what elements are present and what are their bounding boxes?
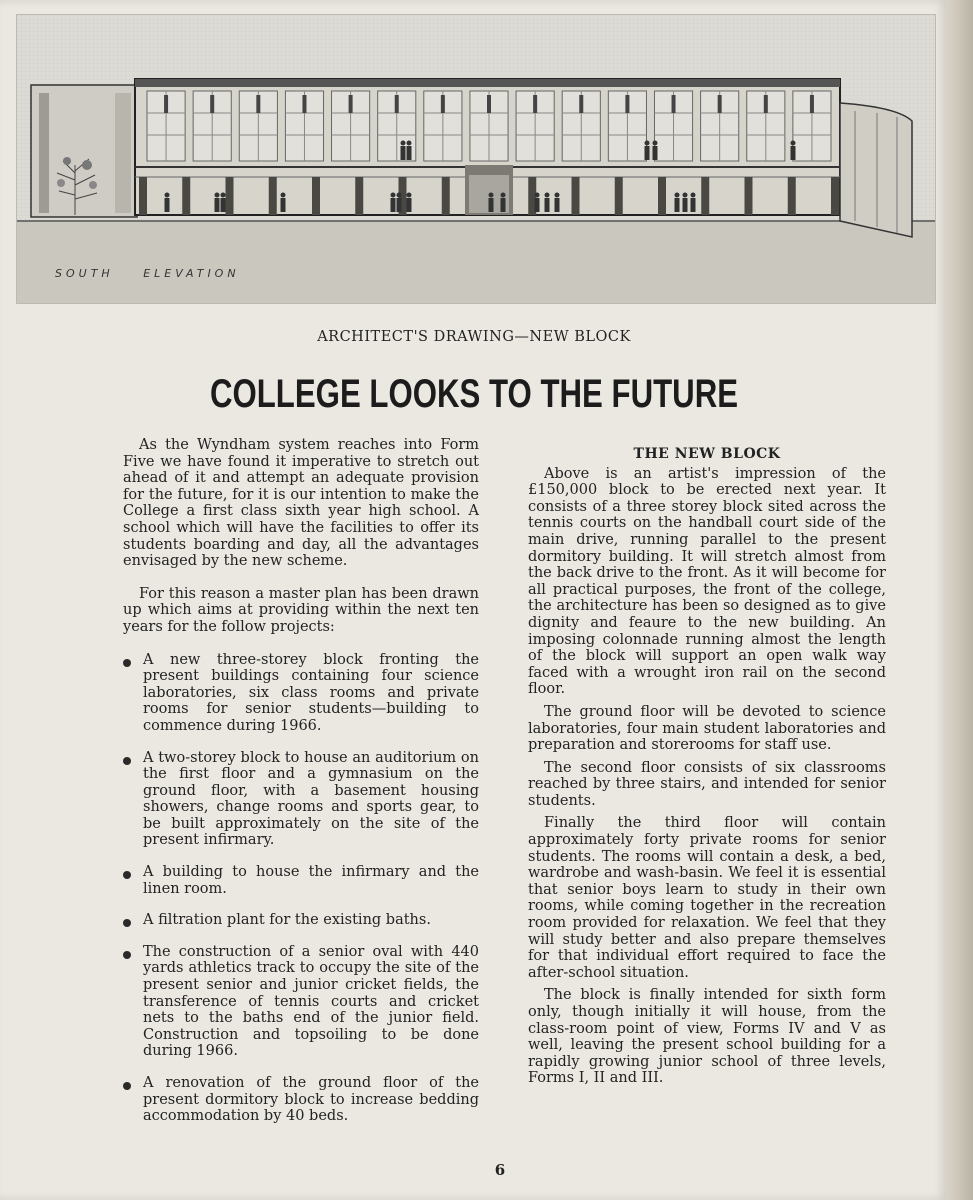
project-text: A new three-storey block fronting the present buildings containing four science laboratories, six class rooms and private rooms for senior students—building to commence during 1966. [143, 651, 479, 734]
project-text: The construction of a senior oval with 440 yards athletics track to occupy the site of the present senior and junior cricket fields, the transference of tennis courts and cricket nets to the baths end of the junior field. Construction and topsoiling to be done during 1966. [143, 943, 479, 1060]
body-paragraph: Finally the third floor will contain approximately forty private rooms for senior students. The rooms will contain a desk, a bed, wardrobe and wash-basin. We feel it is essential that senior boys learn to study in their own rooms, while coming together in the recreation room provided for relaxation. We feel that they will study better and also prepare themselves for that individual effort required to face the after-school situation. [528, 815, 886, 981]
project-text: A renovation of the ground floor of the present dormitory block to increase bedding accommodation by 40 beds. [143, 1075, 479, 1125]
intro-paragraph: As the Wyndham system reaches into Form Five we have found it imperative to stretch out ahead of it and attempt an adequate provision for the future, for it is our intention to make the College a first class sixth year high school. A school which will have the facilities to offer its students boarding and day, all the advantages envisaged by the new scheme. [123, 437, 479, 570]
bullet-icon [123, 659, 131, 667]
list-item [123, 1075, 479, 1125]
section-heading: THE NEW BLOCK [633, 446, 781, 462]
body-paragraph: The ground floor will be devoted to science laboratories, four main student laboratories and preparation and storerooms for staff use. [528, 703, 886, 754]
elevation-label-word-1: SOUTH [55, 267, 114, 280]
project-text: A building to house the infirmary and the linen room. [143, 864, 479, 897]
bullet-icon [123, 757, 131, 765]
south-elevation-illustration [17, 15, 935, 303]
architect-drawing [16, 14, 936, 304]
body-paragraph: The block is finally intended for sixth form only, though initially it will house, from the class-room point of view, Forms IV and V as well, leaving the present school building for a rapidly growing junior school of three levels, Forms I, II and III. [528, 987, 886, 1087]
bullet-icon [123, 1082, 131, 1090]
list-item [123, 864, 479, 897]
list-item [123, 750, 479, 850]
project-text: A filtration plant for the existing baths. [143, 912, 431, 929]
project-text: A two-storey block to house an auditorium on the first floor and a gymnasium on the ground floor, with a basement housing showers, change rooms and sports gear, to be built approximately on the site of the present infirmary. [143, 749, 479, 849]
body-paragraph: Above is an artist's impression of the £150,000 block to be erected next year. It consists of a three storey block sited across the tennis courts on the handball court side of the main drive, running parallel to the present dormitory building. It will stretch almost from the back drive to the front. As it will become for all practical purposes, the front of the college, the architecture has been so designed as to give dignity and feaure to the new building. An imposing colonnade running almost the length of the block will support an open walk way faced with a wrought iron rail on the second floor. [528, 465, 886, 698]
plan-paragraph: For this reason a master plan has been drawn up which aims at providing within the next ten years for the follow projects: [123, 585, 479, 635]
facade-panels [147, 91, 831, 161]
body-paragraph: The second floor consists of six classrooms reached by three stairs, and intended for senior students. [528, 759, 886, 809]
projects-list [123, 652, 479, 1125]
bullet-icon [123, 919, 131, 927]
right-column [528, 446, 886, 1093]
figure-caption: ARCHITECT'S DRAWING—NEW BLOCK [317, 329, 631, 345]
list-item [123, 652, 479, 735]
bullet-icon [123, 871, 131, 879]
list-item [123, 944, 479, 1060]
bullet-icon [123, 951, 131, 959]
list-item [123, 912, 479, 929]
article-headline: COLLEGE LOOKS TO THE FUTURE [209, 372, 739, 416]
elevation-label [55, 267, 262, 280]
page-edge [946, 0, 973, 1200]
elevation-label-word-2: ELEVATION [143, 267, 240, 280]
page-number: 6 [494, 1161, 506, 1179]
left-column [123, 437, 479, 1140]
